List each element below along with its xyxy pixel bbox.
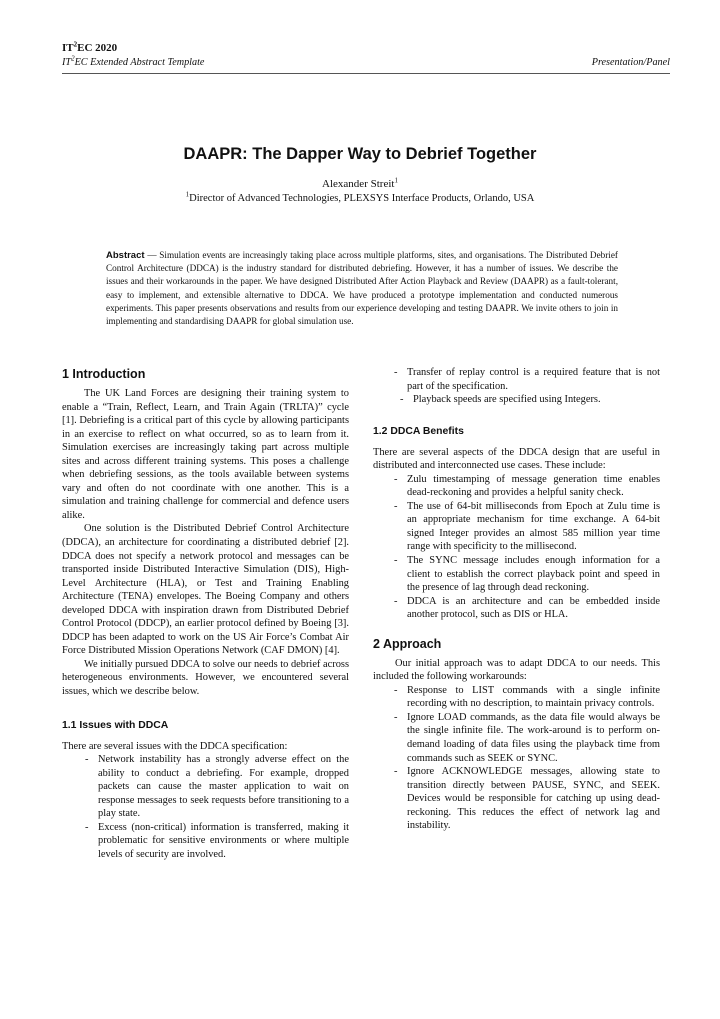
approach-heading: 2 Approach — [373, 636, 442, 651]
abstract-label: Abstract — [106, 250, 145, 261]
issues-list-continued — [373, 366, 660, 407]
intro-paragraph-3: We initially pursued DDCA to solve our needs to debrief across heterogeneous environments. However, we encountered several issues, which we describe below. — [62, 658, 349, 698]
template-superscript: 2 — [71, 54, 75, 63]
conference-name: $IT^2EC$ 2020 — [62, 40, 118, 54]
header-row — [62, 54, 670, 68]
approach-item: - Ignore LOAD commands, as the data file would always be the single infinite file. The work-around is to perform on-demand loading of data files using the playback time from commands such as SEEK or SYNC. — [407, 711, 660, 765]
author-name: Alexander Streit — [322, 178, 395, 190]
author-line — [0, 178, 720, 190]
issue-item: - Transfer of replay control is a required feature that is not part of the specification. — [407, 366, 660, 393]
issue-item: - Network instability has a strongly adverse effect on the ability to conduct a debriefing. For example, dropped packets can cause the master application to wait on response messages to seek requests before transitioning to a play state. — [98, 753, 349, 821]
abstract — [106, 249, 618, 328]
paper-title: DAAPR: The Dapper Way to Debrief Together — [183, 145, 537, 163]
benefit-item: - The use of 64-bit milliseconds from Epoch at Zulu time is an appropriate mechanism for time exchange. A 64-bit signed Integer provides an almost 585 million year time range with specificity to the millisecond. — [407, 500, 660, 554]
benefit-item: - Zulu timestamping of message generation time enables dead-reckoning and provides a helpful sanity check. — [407, 473, 660, 500]
issues-list — [62, 753, 349, 861]
approach-item: - Ignore ACKNOWLEDGE messages, allowing state to transition directly between PAUSE, SYNC, and SEEK. Devices would be responsible for catching up using dead-reckoning. This reduces the effect of network lag and instability. — [407, 765, 660, 833]
header-divider — [62, 73, 670, 74]
intro-paragraph-2: One solution is the Distributed Debrief Control Architecture (DDCA), an architecture for coordinating a distributed debrief [2]. DDCA does not specify a network protocol and messages can be transported inside Distributed Interactive Simulation (DIS), High-Level Architecture (HLA), or Test and Training Enabling Architecture (TENA) envelopes. The Boeing Company and others developed DDCA with inspiration drawn from Distributed Debrief Control Protocol (DDCP), an earlier protocol defined by Boeing [3]. DDCP has been adapted to work on the US Air Force’s Combat Air Force Distributed Mission Operations Network (CAF DMON) [4]. — [62, 523, 349, 657]
intro-paragraph-1: The UK Land Forces are designing their training system to enable a “Train, Reflect, Learn, and Train Again (TRLTA)” cycle [1]. Debriefing is a critical part of this cycle by allowing participants in an exercise to reflect on what occurred, so as to learn from it. Simulation exercises are increasingly taking part across multiple sites and across different training systems. This poses a challenge when debriefing sessions, as the tools available between systems vary and often do not coordinate with one another. This is a simulation and training challenge for commercial and defence users alike. — [62, 388, 349, 521]
running-header — [62, 42, 670, 68]
benefits-intro: There are several aspects of the DDCA design that are useful in distributed and interconnected use cases. These include: — [373, 446, 660, 472]
author-superscript: 1 — [394, 176, 398, 185]
right-column — [373, 366, 660, 833]
benefits-list — [373, 473, 660, 622]
benefit-item: - The SYNC message includes enough information for a client to establish the correct playback point and speed in the presence of lag through dead reckoning. — [407, 554, 660, 595]
conference-superscript: 2 — [73, 40, 78, 49]
affiliation-superscript: 1 — [185, 190, 190, 199]
template-label: $IT^2EC$ Extended Abstract Template — [62, 54, 205, 68]
issues-heading: 1.1 Issues with DDCA — [62, 719, 169, 731]
introduction-heading: 1 Introduction — [62, 367, 146, 381]
abstract-text: — Simulation events are increasingly taking place across multiple platforms, sites, and organisations. The Distributed Debrief Control Architecture (DDCA) is the industry standard for distributed debriefing. However, it has a number of issues. We describe the issues and their workarounds in the paper. We have designed Distributed After Action Playback and Review (DAAPR) as a fault-tolerant, easy to implement, and extensible alternative to DDCA. We have produced a prototype implementation and conducted numerous experiments. This paper presents observations and results from our experience developing and testing DAAPR. We invite others to join in implementing and standardising DAAPR for global simulation use. — [106, 250, 618, 327]
track-label: Presentation/Panel — [591, 57, 670, 68]
issue-item: - Playback speeds are specified using Integers. — [413, 393, 660, 407]
approach-intro: Our initial approach was to adapt DDCA to our needs. This included the following workarounds: — [373, 657, 660, 683]
approach-item: - Response to LIST commands with a single infinite recording with no description, to maintain privacy controls. — [407, 684, 660, 711]
affiliation-line — [0, 190, 720, 204]
left-column — [62, 366, 349, 862]
affiliation: Director of Advanced Technologies, PLEXSYS Interface Products, Orlando, USA — [189, 193, 535, 204]
benefits-heading: 1.2 DDCA Benefits — [373, 425, 464, 437]
benefit-item: - DDCA is an architecture and can be embedded inside another protocol, such as DIS or HLA. — [407, 595, 660, 622]
issues-intro: There are several issues with the DDCA specification: — [62, 740, 288, 752]
approach-list — [373, 684, 660, 833]
issue-item: - Excess (non-critical) information is transferred, making it problematic for sensitive environments or where multiple levels of security are involved. — [98, 821, 349, 862]
